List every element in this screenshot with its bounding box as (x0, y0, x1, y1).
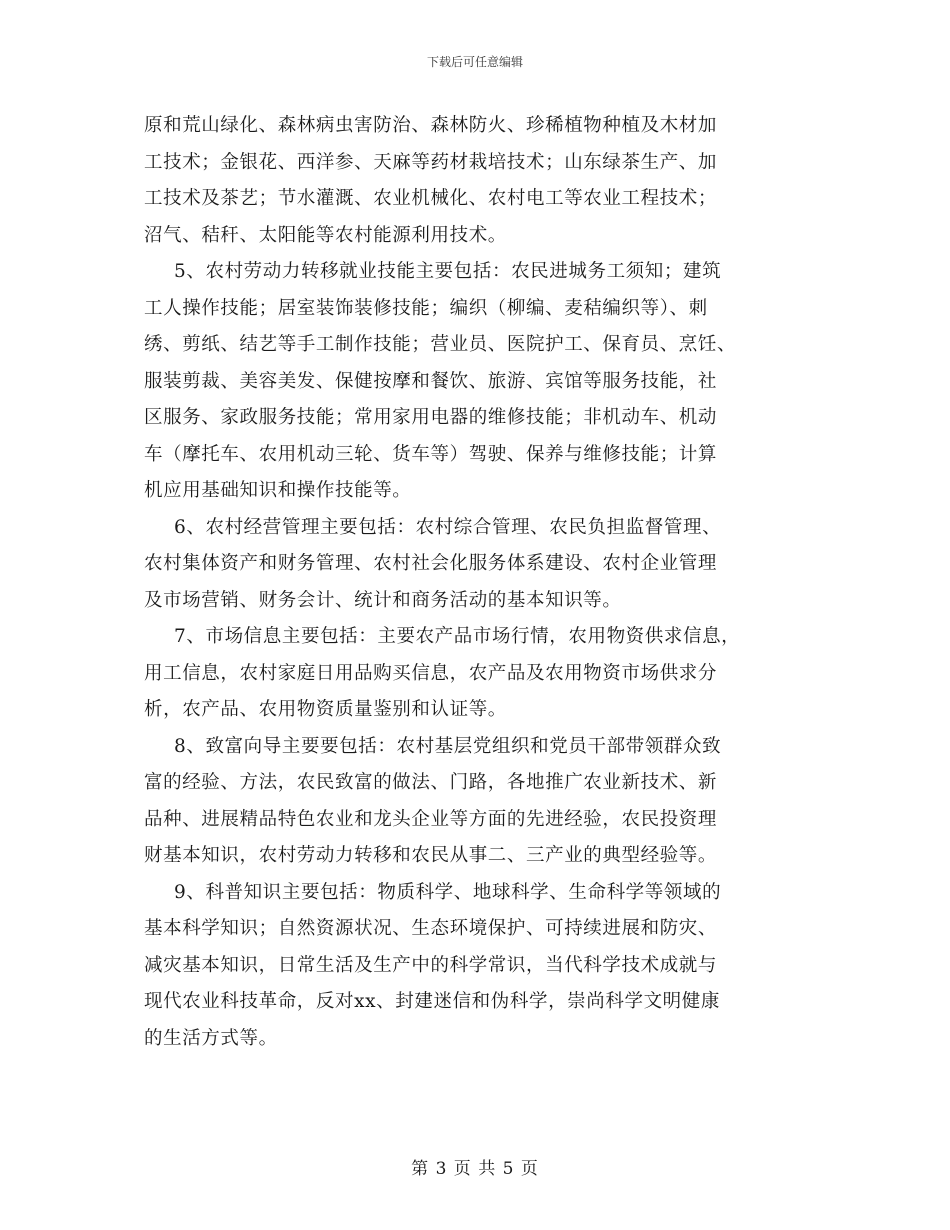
text-line: 原和荒山绿化、森林病虫害防治、森林防火、珍稀植物种植及木材加 (144, 115, 718, 136)
text-line: 绣、剪纸、结艺等手工制作技能；营业员、医院护工、保育员、烹饪、 (144, 334, 737, 355)
document-body (144, 108, 824, 1057)
text-line: 及市场营销、财务会计、统计和商务活动的基本知识等。 (144, 589, 622, 611)
text-line: 沼气、秸秆、太阳能等农村能源利用技术。 (144, 224, 507, 246)
text-line: 工技术；金银花、西洋参、天麻等药材栽培技术；山东绿茶生产、加 (144, 151, 718, 173)
text-line: 析，农产品、农用物资质量鉴别和认证等。 (144, 699, 507, 720)
text-line: 财基本知识，农村劳动力转移和农民从事二、三产业的典型经验等。 (144, 845, 718, 866)
text-line: 的生活方式等。 (144, 1027, 278, 1049)
page-header: 下载后可任意编辑 (426, 55, 523, 69)
text-line: 机应用基础知识和操作技能等。 (144, 480, 412, 501)
text-line: 6、农村经营管理主要包括：农村综合管理、农民负担监督管理、 (174, 516, 722, 538)
text-line: 服装剪裁、美容美发、保健按摩和餐饮、旅游、宾馆等服务技能，社 (144, 370, 718, 392)
text-line: 用工信息，农村家庭日用品购买信息，农产品及农用物资市场供求分 (144, 662, 718, 684)
text-line: 9、科普知识主要包括：物质科学、地球科学、生命科学等领域的 (174, 881, 722, 903)
text-line: 现代农业科技革命，反对xx、封建迷信和伪科学，崇尚科学文明健康 (144, 991, 720, 1012)
text-line: 7、市场信息主要包括：主要农产品市场行情，农用物资供求信息， (174, 626, 741, 647)
text-line: 基本科学知识；自然资源状况、生态环境保护、可持续进展和防灾、 (144, 918, 718, 939)
text-line: 农村集体资产和财务管理、农村社会化服务体系建设、农村企业管理 (144, 553, 718, 574)
text-line: 富的经验、方法，农民致富的做法、门路，各地推广农业新技术、新 (144, 772, 718, 793)
text-line: 区服务、家政服务技能；常用家用电器的维修技能；非机动车、机动 (144, 407, 718, 428)
text-line: 品种、进展精品特色农业和龙头企业等方面的先进经验，农民投资理 (144, 808, 718, 830)
text-line: 5、农村劳动力转移就业技能主要包括：农民进城务工须知；建筑 (174, 261, 722, 282)
text-line: 工技术及茶艺；节水灌溉、农业机械化、农村电工等农业工程技术； (144, 188, 718, 209)
text-line: 减灾基本知识，日常生活及生产中的科学常识，当代科学技术成就与 (144, 954, 718, 976)
text-line: 8、致富向导主要要包括：农村基层党组织和党员干部带领群众致 (174, 735, 722, 757)
page-footer: 第 3 页 共 5 页 (411, 1159, 539, 1179)
text-line: 工人操作技能；居室装饰装修技能；编织（柳编、麦秸编织等）、刺 (144, 297, 708, 319)
text-line: 车（摩托车、农用机动三轮、货车等）驾驶、保养与维修技能；计算 (144, 443, 718, 465)
